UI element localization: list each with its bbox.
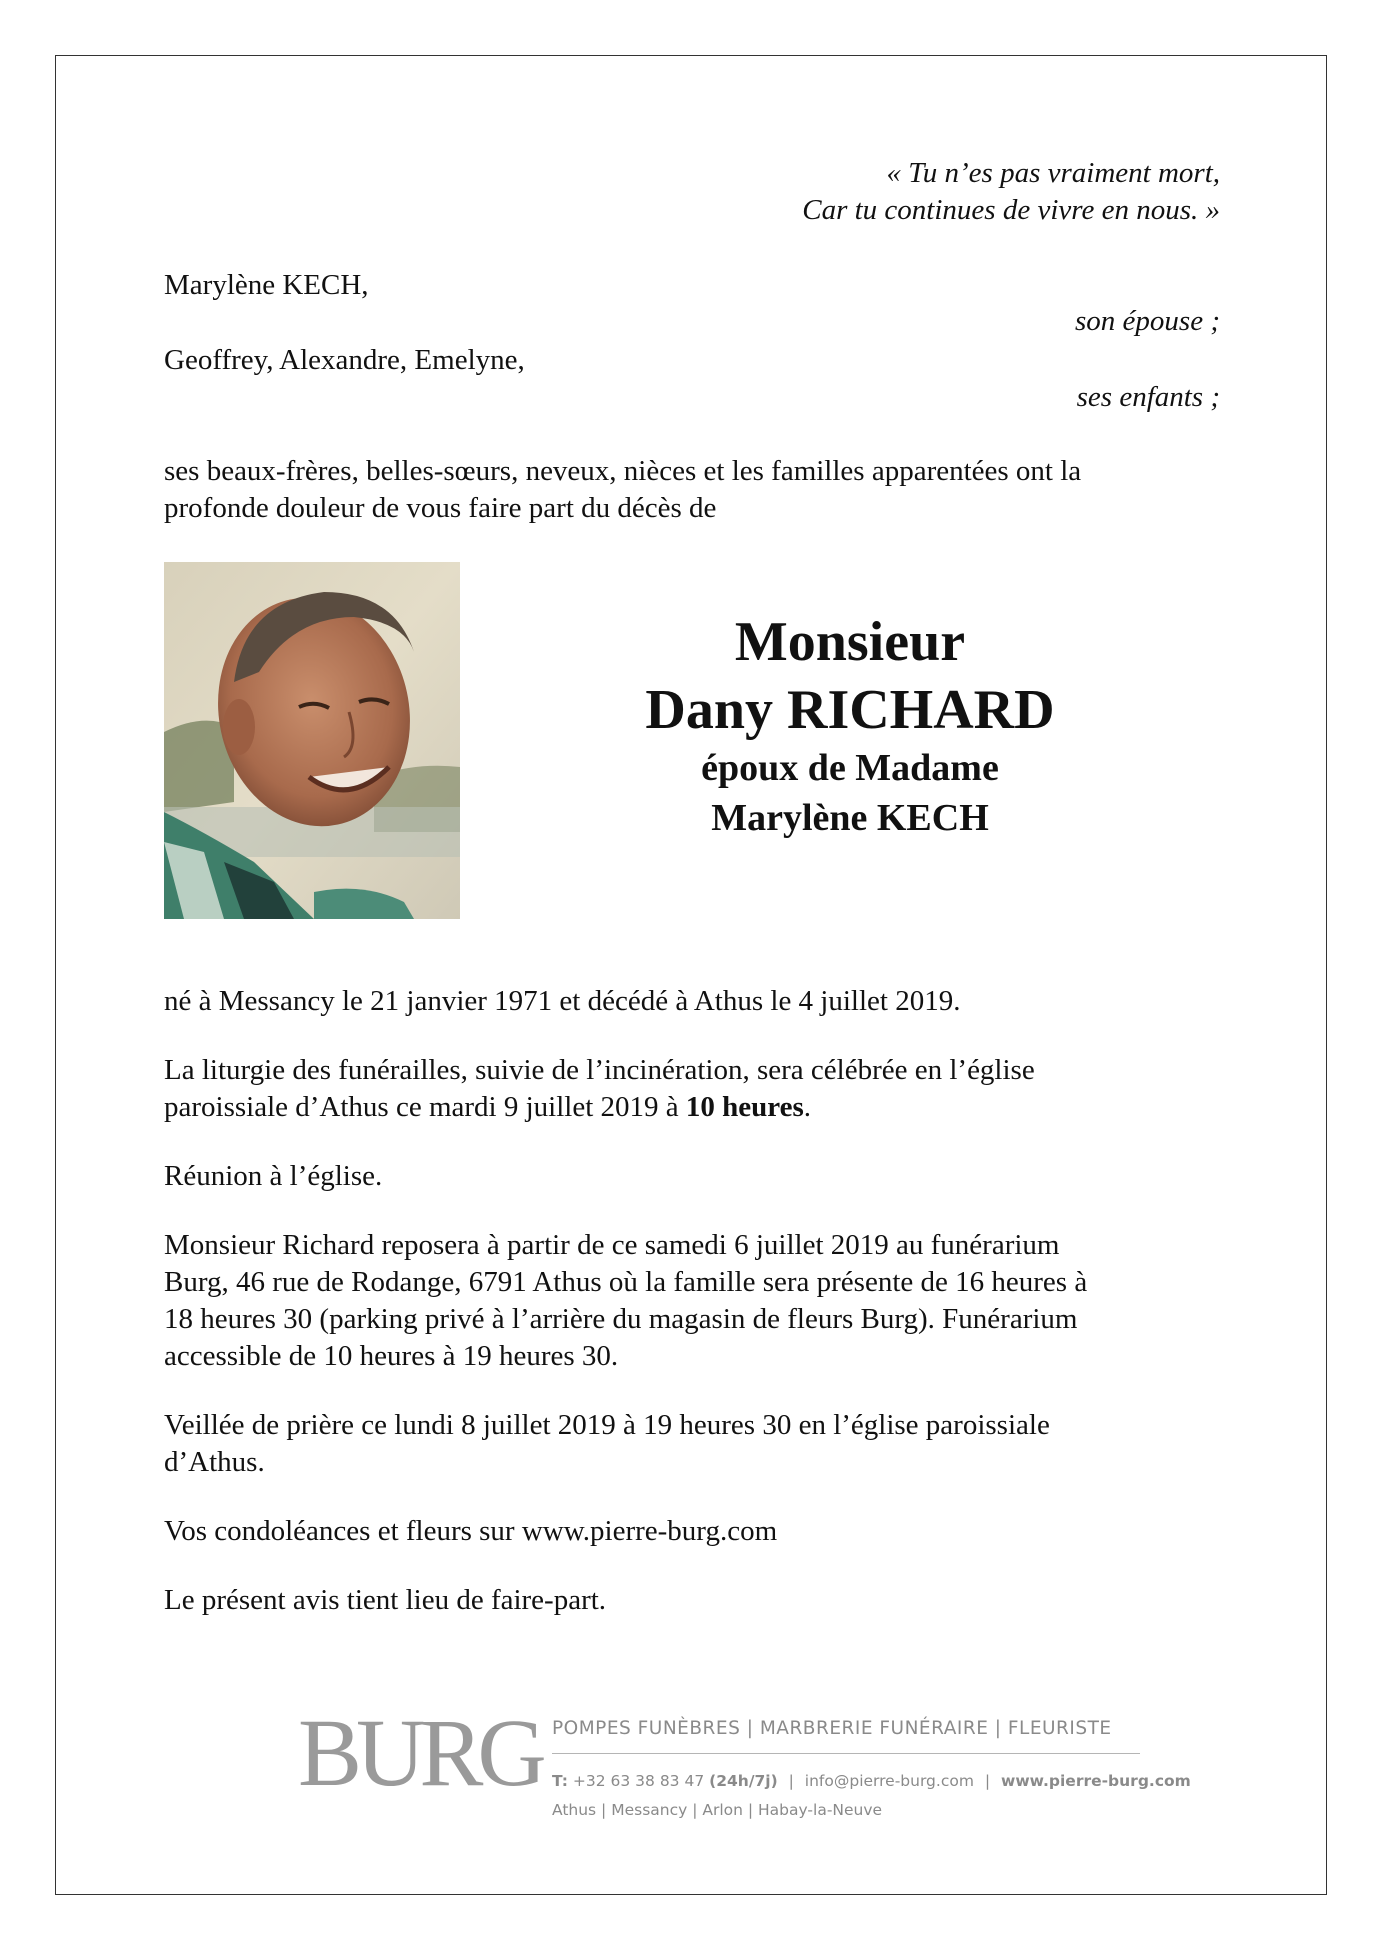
footer-contact [552,1772,1191,1790]
quote-line-2: Car tu continues de vivre en nous. » [802,194,1220,226]
vigil-line-2: d’Athus. [164,1446,265,1478]
deceased-spouse-line-2: Marylène KECH [711,797,989,839]
liturgy-line-2 [164,1089,811,1126]
footer-phone: +32 63 38 83 47 [572,1772,705,1790]
rest-line-1: Monsieur Richard reposera à partir de ce samedi 6 juillet 2019 au funérarium [164,1229,1060,1261]
children-role: ses enfants ; [1076,381,1220,413]
birth-death-line: né à Messancy le 21 janvier 1971 et décédé à Athus le 4 juillet 2019. [164,985,961,1017]
notice-line: Le présent avis tient lieu de faire-part. [164,1584,607,1616]
deceased-portrait-photo [164,562,460,919]
rest-line-4: accessible de 10 heures à 19 heures 30. [164,1340,619,1372]
spouse-name: Marylène KECH, [164,269,369,301]
condolences-line: Vos condoléances et fleurs sur www.pierre-burg.com [164,1515,778,1547]
spouse-role: son épouse ; [1075,305,1220,337]
footer-locations: Athus | Messancy | Arlon | Habay-la-Neuve [552,1801,883,1819]
announcement-line-2: profonde douleur de vous faire part du décès de [164,492,717,524]
deceased-spouse-line-1: époux de Madame [701,747,999,789]
liturgy-text: paroissiale d’Athus ce mardi 9 juillet 2019 à [164,1091,686,1123]
deceased-name: Dany RICHARD [645,679,1055,741]
deceased-title: Monsieur [734,611,966,673]
footer-phone-label: T: [552,1772,568,1790]
vigil-line-1: Veillée de prière ce lundi 8 juillet 2019 à 19 heures 30 en l’église paroissiale [164,1409,1050,1441]
burg-logo-text: BURG [298,1699,541,1806]
rest-line-2: Burg, 46 rue de Rodange, 6791 Athus où la famille sera présente de 16 heures à [164,1266,1088,1298]
burg-logo [298,1699,541,1808]
footer-website[interactable]: www.pierre-burg.com [1001,1772,1191,1790]
liturgy-period: . [803,1091,812,1123]
footer-services: POMPES FUNÈBRES | MARBRERIE FUNÉRAIRE | FLEURISTE [552,1718,1112,1739]
announcement-line-1: ses beaux-frères, belles-sœurs, neveux, nièces et les familles apparentées ont la [164,455,1082,487]
quote-line-1: « Tu n’es pas vraiment mort, [886,157,1220,189]
footer-divider [552,1753,1140,1754]
footer-separator-1: | [788,1772,794,1790]
reunion-line: Réunion à l’église. [164,1160,383,1192]
footer-email[interactable]: info@pierre-burg.com [804,1772,974,1790]
liturgy-line-1: La liturgie des funérailles, suivie de l’incinération, sera célébrée en l’église [164,1054,1035,1086]
rest-line-3: 18 heures 30 (parking privé à l’arrière du magasin de fleurs Burg). Funérarium [164,1303,1078,1335]
children-names: Geoffrey, Alexandre, Emelyne, [164,344,525,376]
liturgy-time: 10 heures [685,1091,804,1123]
footer-phone-hours: (24h/7j) [709,1772,778,1790]
footer-separator-2: | [984,1772,991,1790]
